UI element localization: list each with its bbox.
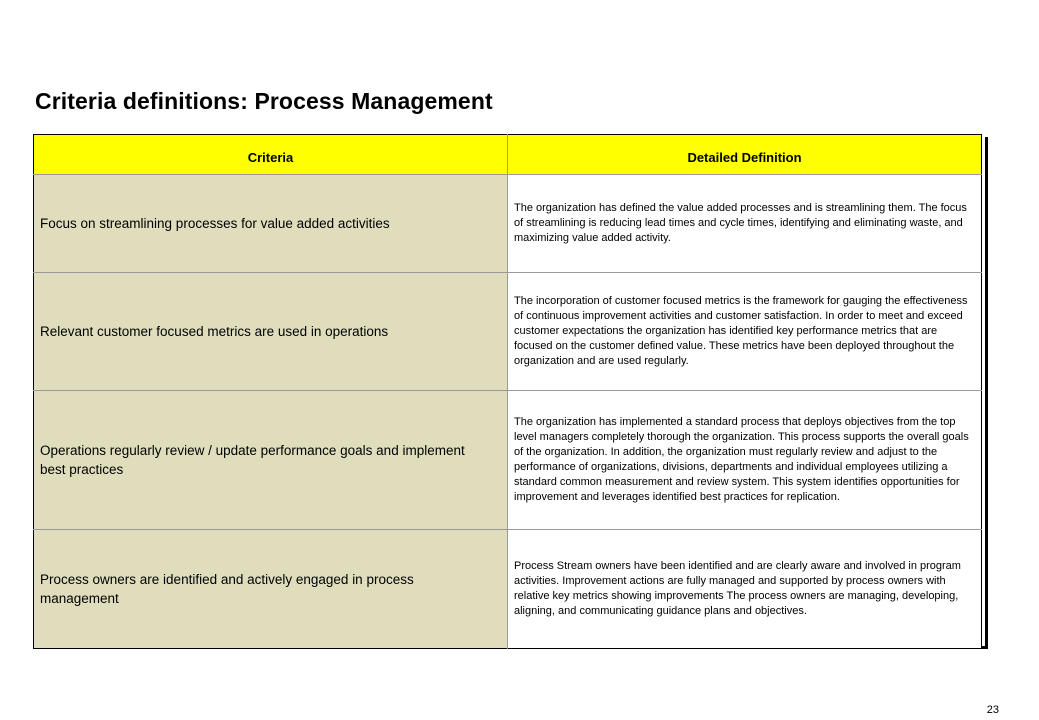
definition-cell: The incorporation of customer focused metrics is the framework for gauging the effectiveness of continuous improvement activities and customer satisfaction. In order to meet and exceed customer expectations the organization has identified key performance metrics that are focused on the customer defined value. These metrics have been deployed throughout the organization and are used regularly.: [508, 273, 982, 391]
definition-cell: The organization has implemented a standard process that deploys objectives from the top level managers completely thorough the organization. This process supports the overall goals of the organization. In addition, the organization must regularly review and adjust to the performance of organizations, divisions, departments and individual employees utilizing a standard common measurement and review system. This system identifies opportunities for improvement and leverages identified best practices for replication.: [508, 391, 982, 530]
criteria-table: [33, 134, 982, 649]
criteria-cell: Process owners are identified and actively engaged in process management: [34, 530, 508, 649]
table-row: [34, 530, 982, 649]
definition-cell: The organization has defined the value added processes and is streamlining them. The focus of streamlining is reducing lead times and cycle times, identifying and eliminating waste, and maximizing value added activity.: [508, 175, 982, 273]
column-header-criteria: Criteria: [34, 135, 508, 175]
definition-cell: Process Stream owners have been identified and are clearly aware and involved in program activities. Improvement actions are fully managed and supported by process owners with relative key metrics showing improvements The process owners are managing, developing, aligning, and communicating guidance plans and objectives.: [508, 530, 982, 649]
criteria-cell: Relevant customer focused metrics are used in operations: [34, 273, 508, 391]
criteria-table-container: [33, 134, 985, 646]
page-number: 23: [986, 704, 999, 716]
table-row: [34, 175, 982, 273]
page-title: Criteria definitions: Process Management: [35, 88, 493, 114]
criteria-cell: Operations regularly review / update performance goals and implement best practices: [34, 391, 508, 530]
criteria-cell: Focus on streamlining processes for value added activities: [34, 175, 508, 273]
table-row: [34, 391, 982, 530]
table-header-row: [34, 135, 982, 175]
table-row: [34, 273, 982, 391]
column-header-definition: Detailed Definition: [508, 135, 982, 175]
